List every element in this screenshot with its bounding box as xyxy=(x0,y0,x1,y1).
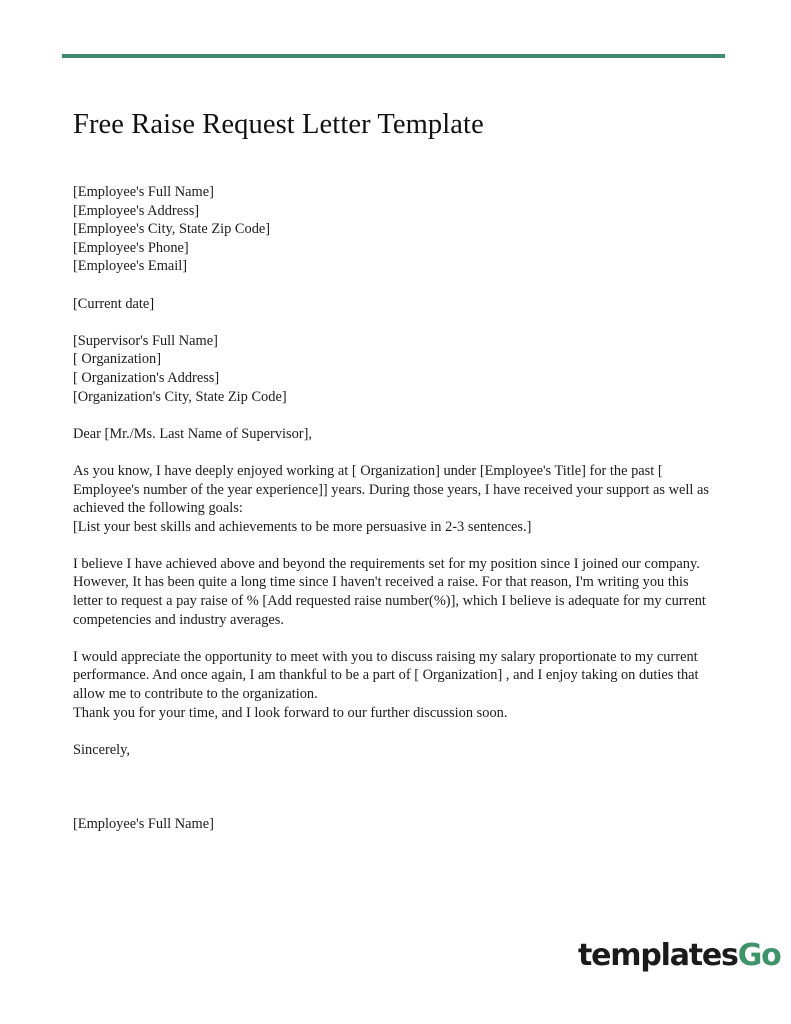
salutation-line: Dear [Mr./Ms. Last Name of Supervisor], xyxy=(73,425,312,442)
signature-space-2 xyxy=(73,778,718,797)
body-paragraph-1: As you know, I have deeply enjoyed working at [ Organization] under [Employee's Title] for the past [ Employee's number of the year experience]] years. During those years, I have received your support as well as achieved the following goals: xyxy=(73,462,709,517)
body-paragraph-3: I would appreciate the opportunity to meet with you to discuss raising my salary proportionate to my current performance. And once again, I am thankful to be a part of [ Organization] , and I enjoy taking on duties that allow me to contribute to the organization. xyxy=(73,648,699,703)
spacer-after-paragraph-1 xyxy=(73,536,718,555)
recipient-city-state-zip-line: [Organization's City, State Zip Code] xyxy=(73,388,287,405)
signature-space-1 xyxy=(73,759,718,778)
sender-address-block xyxy=(73,183,718,276)
recipient-organization-line: [ Organization] xyxy=(73,351,162,368)
signature-space-3 xyxy=(73,797,718,816)
letter-body xyxy=(73,183,718,834)
sender-address-line: [Employee's Address] xyxy=(73,202,200,219)
sender-phone-line: [Employee's Phone] xyxy=(73,239,189,256)
header-accent-rule xyxy=(62,54,725,58)
body-paragraph-2: I believe I have achieved above and beyond the requirements set for my position since I joined our company. However, It has been quite a long time since I haven't received a raise. For that reason, I'm writing you this letter to request a pay raise of % [Add requested raise number(%)], which I believe is adequate for my current competencies and industry averages. xyxy=(73,555,706,628)
spacer-after-salutation xyxy=(73,443,718,462)
spacer-after-sender xyxy=(73,276,718,295)
spacer-after-paragraph-2 xyxy=(73,629,718,648)
spacer-after-date xyxy=(73,313,718,332)
page-title: Free Raise Request Letter Template xyxy=(73,109,484,141)
date-line: [Current date] xyxy=(73,295,155,312)
date-block xyxy=(73,295,718,314)
sender-city-state-zip-line: [Employee's City, State Zip Code] xyxy=(73,221,271,238)
logo-text-templates: templates xyxy=(578,938,738,973)
sign-off-line: Sincerely, xyxy=(73,741,131,758)
body-paragraph-3-closing-line: Thank you for your time, and I look forward to our further discussion soon. xyxy=(73,704,508,721)
templatesgo-logo xyxy=(578,940,781,972)
spacer-after-recipient xyxy=(73,406,718,425)
body-paragraph-1-list-prompt: [List your best skills and achievements to be more persuasive in 2-3 sentences.] xyxy=(73,518,532,535)
sender-name-line: [Employee's Full Name] xyxy=(73,184,214,200)
recipient-name-line: [Supervisor's Full Name] xyxy=(73,332,218,349)
sender-email-line: [Employee's Email] xyxy=(73,258,188,275)
recipient-address-block xyxy=(73,332,718,406)
recipient-organization-address-line: [ Organization's Address] xyxy=(73,369,220,386)
signature-name-line: [Employee's Full Name] xyxy=(73,816,214,833)
spacer-after-paragraph-3 xyxy=(73,722,718,741)
logo-text-go: Go xyxy=(737,938,781,973)
